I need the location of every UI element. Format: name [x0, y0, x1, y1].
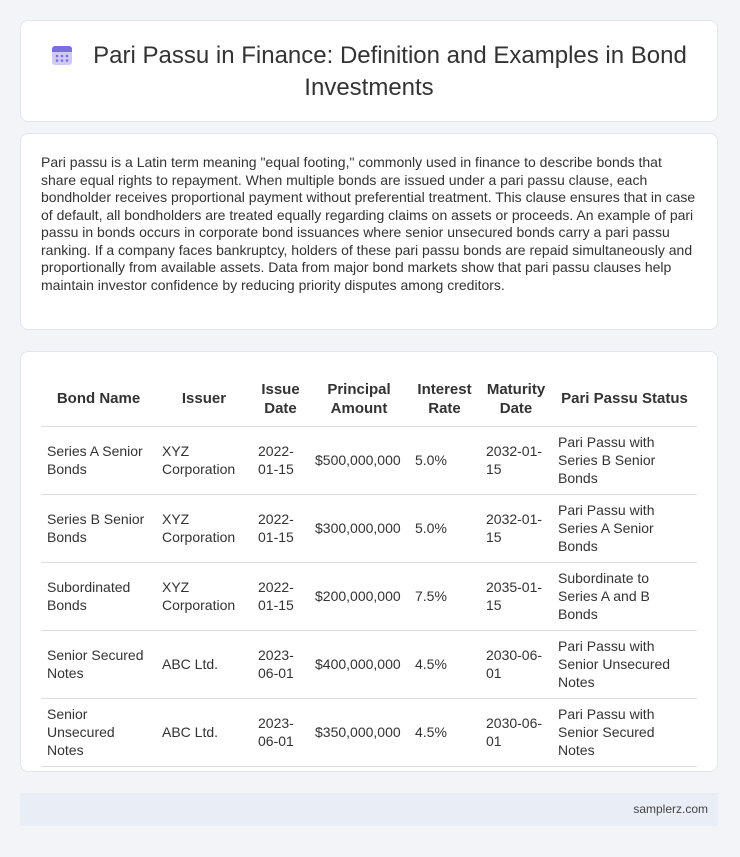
- calendar-icon: [51, 44, 73, 73]
- cell-maturity-date: 2032-01-15: [480, 494, 552, 562]
- cell-issue-date: 2022-01-15: [252, 494, 309, 562]
- footer-site-link[interactable]: samplerz.com: [633, 802, 708, 816]
- table-row: [41, 494, 697, 562]
- cell-principal-amount: $300,000,000: [309, 494, 409, 562]
- cell-bond-name: Series B Senior Bonds: [41, 494, 156, 562]
- cell-bond-name: Senior Unsecured Notes: [41, 698, 156, 766]
- cell-principal-amount: $350,000,000: [309, 698, 409, 766]
- cell-principal-amount: $400,000,000: [309, 630, 409, 698]
- cell-principal-amount: $500,000,000: [309, 426, 409, 494]
- header-issue-date: Issue Date: [252, 370, 309, 426]
- cell-maturity-date: 2035-01-15: [480, 562, 552, 630]
- page-title: [51, 41, 687, 102]
- cell-issuer: ABC Ltd.: [156, 630, 252, 698]
- cell-pari-passu-status: Pari Passu with Series A Senior Bonds: [552, 494, 697, 562]
- header-interest-rate: Interest Rate: [409, 370, 480, 426]
- cell-bond-name: Subordinated Bonds: [41, 562, 156, 630]
- footer: [20, 793, 718, 826]
- page-title-text: Pari Passu in Finance: Definition and Examples in Bond Investments: [93, 41, 687, 101]
- header-bond-name: Bond Name: [41, 370, 156, 426]
- cell-issuer: XYZ Corporation: [156, 562, 252, 630]
- cell-interest-rate: 4.5%: [409, 698, 480, 766]
- intro-paragraph: Pari passu is a Latin term meaning "equal footing," commonly used in finance to describe bonds that share equal rights to repayment. When multiple bonds are issued under a pari passu clause, each bondholder receives proportional payment without preferential treatment. This clause ensures that in case of default, all bondholders are treated equally regarding claims on assets or proceeds. An example of pari passu in bonds occurs in corporate bond issuances where senior unsecured bonds carry a pari passu ranking. If a company faces bankruptcy, holders of these pari passu bonds are repaid simultaneously and proportionally from available assets. Data from major bond markets show that pari passu clauses help maintain investor confidence by reducing priority disputes among creditors.: [41, 154, 696, 293]
- cell-pari-passu-status: Pari Passu with Series B Senior Bonds: [552, 426, 697, 494]
- cell-maturity-date: 2030-06-01: [480, 698, 552, 766]
- cell-principal-amount: $200,000,000: [309, 562, 409, 630]
- table-row: [41, 426, 697, 494]
- cell-bond-name: Series A Senior Bonds: [41, 426, 156, 494]
- cell-interest-rate: 7.5%: [409, 562, 480, 630]
- cell-interest-rate: 5.0%: [409, 426, 480, 494]
- cell-issue-date: 2023-06-01: [252, 698, 309, 766]
- cell-issue-date: 2022-01-15: [252, 426, 309, 494]
- cell-maturity-date: 2030-06-01: [480, 630, 552, 698]
- cell-issue-date: 2022-01-15: [252, 562, 309, 630]
- cell-issuer: XYZ Corporation: [156, 426, 252, 494]
- cell-issuer: ABC Ltd.: [156, 698, 252, 766]
- intro-card: [20, 133, 718, 330]
- table-header-row: [41, 370, 697, 426]
- cell-pari-passu-status: Pari Passu with Senior Secured Notes: [552, 698, 697, 766]
- cell-maturity-date: 2032-01-15: [480, 426, 552, 494]
- table-card: [20, 351, 718, 772]
- header-issuer: Issuer: [156, 370, 252, 426]
- cell-pari-passu-status: Pari Passu with Senior Unsecured Notes: [552, 630, 697, 698]
- table-row: [41, 698, 697, 766]
- cell-pari-passu-status: Subordinate to Series A and B Bonds: [552, 562, 697, 630]
- header-pari-passu-status: Pari Passu Status: [552, 370, 697, 426]
- header-principal-amount: Principal Amount: [309, 370, 409, 426]
- header-maturity-date: Maturity Date: [480, 370, 552, 426]
- table-row: [41, 630, 697, 698]
- cell-interest-rate: 5.0%: [409, 494, 480, 562]
- table-row: [41, 562, 697, 630]
- cell-issuer: XYZ Corporation: [156, 494, 252, 562]
- bond-table: [41, 370, 697, 767]
- header-card: [20, 20, 718, 122]
- cell-issue-date: 2023-06-01: [252, 630, 309, 698]
- cell-interest-rate: 4.5%: [409, 630, 480, 698]
- cell-bond-name: Senior Secured Notes: [41, 630, 156, 698]
